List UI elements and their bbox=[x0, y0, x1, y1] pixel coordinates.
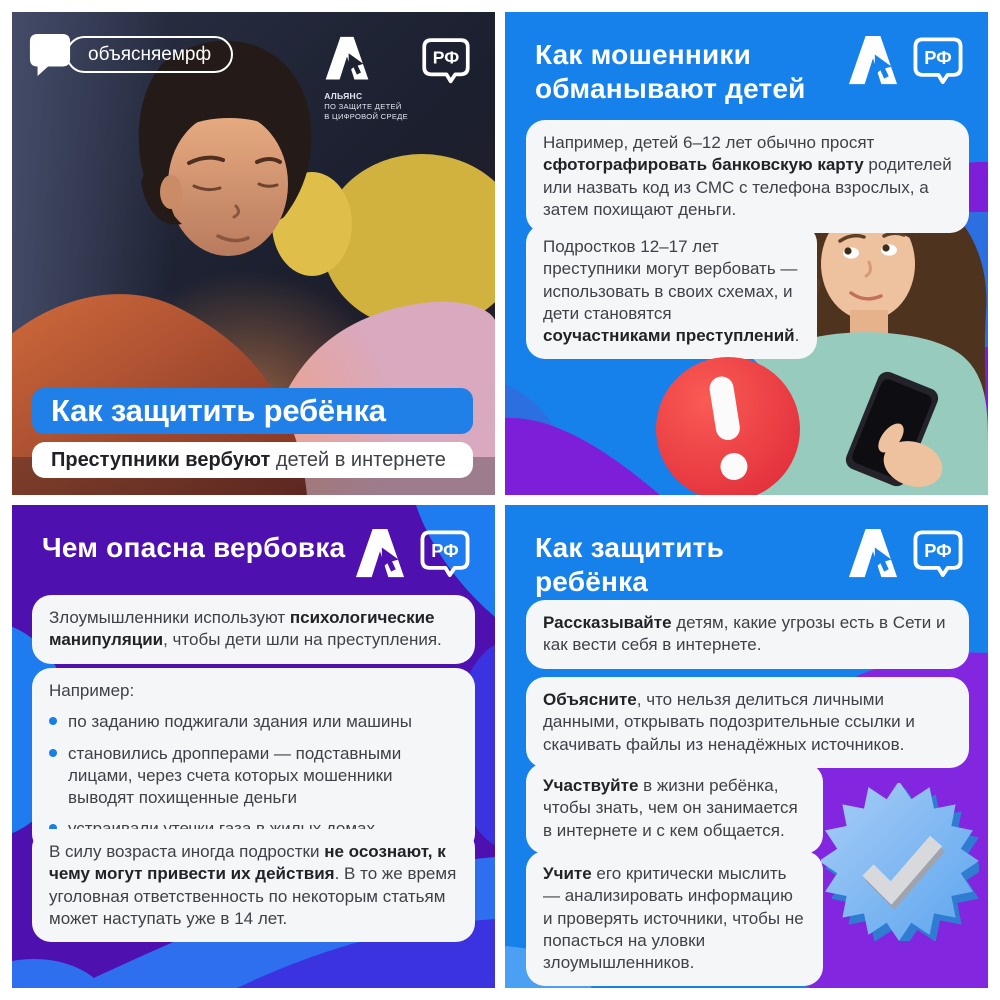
card-danger-title bbox=[42, 531, 345, 565]
list-item bbox=[49, 743, 458, 810]
card-scam-title-line2: обманывают детей bbox=[535, 73, 806, 105]
rf-logo-icon bbox=[912, 529, 964, 582]
scam-box1-post: родителей или назвать код из СМС с телефона взрослых, а затем похищают деньги. bbox=[543, 155, 952, 219]
card-danger-of-recruitment bbox=[12, 505, 495, 988]
logo-group bbox=[354, 529, 471, 584]
alliance-a-cursor-icon bbox=[324, 36, 370, 87]
example-droppers: становились дропперами — подставными лицами, через счета которых мошенники выводят похищенные деньги bbox=[68, 743, 402, 808]
card-how-scammers-deceive bbox=[505, 12, 988, 495]
alliance-line2: ПО ЗАЩИТЕ ДЕТЕЙ bbox=[324, 102, 402, 112]
alliance-line1: АЛЬЯНС bbox=[324, 91, 363, 101]
alliance-logo-text bbox=[324, 91, 408, 122]
bullet-dot-icon bbox=[49, 749, 57, 757]
danger-box-responsibility bbox=[32, 829, 475, 942]
rf-logo-icon bbox=[912, 36, 964, 89]
card-scam-title-line1: Как мошенники bbox=[535, 39, 752, 70]
alliance-line3: В ЦИФРОВОЙ СРЕДЕ bbox=[324, 111, 408, 121]
card-cover bbox=[12, 12, 495, 495]
scam-box-teenagers bbox=[526, 224, 817, 359]
danger-box3-pre: В силу возраста иногда подростки bbox=[49, 842, 325, 861]
tip4-bold: Учите bbox=[543, 864, 592, 883]
examples-list bbox=[49, 711, 458, 840]
protect-tip-teach bbox=[526, 851, 823, 986]
scam-box2-post: . bbox=[794, 326, 800, 346]
bullet-dot-icon bbox=[49, 717, 57, 725]
danger-box1-pre: Злоумышленники используют bbox=[49, 608, 290, 627]
logo-group bbox=[324, 36, 471, 122]
scam-box1-pre: Например, детей 6–12 лет обычно просят bbox=[543, 133, 875, 152]
alliance-a-cursor-icon bbox=[354, 529, 406, 584]
rf-logo-text: РФ bbox=[924, 46, 952, 68]
examples-label: Например: bbox=[49, 681, 135, 700]
cover-title bbox=[32, 388, 473, 434]
logo-group bbox=[847, 36, 964, 91]
danger-box1-bold: психологические манипуляции bbox=[49, 608, 435, 650]
danger-box3-bold: не осознают, к чему могут привести их действия bbox=[49, 842, 446, 884]
tip1-bold: Рассказывайте bbox=[543, 613, 672, 632]
danger-box-examples bbox=[32, 668, 475, 853]
card-danger-title-text: Чем опасна вербовка bbox=[42, 532, 346, 563]
card-scam-title bbox=[535, 38, 806, 106]
brand-badge-label: объясняемрф bbox=[66, 36, 233, 73]
rf-logo-text: РФ bbox=[924, 539, 952, 561]
cover-subtitle-rest: детей в интернете bbox=[270, 449, 446, 471]
scam-box2-pre: Подростков 12–17 лет преступники могут вербовать — использовать в своих схемах, и дети становятся bbox=[543, 237, 798, 323]
danger-box3-post: . В то же время уголовная ответственность по некоторым статьям может наступать уже в 14 лет. bbox=[49, 864, 457, 928]
protect-tip-explain bbox=[526, 677, 969, 768]
rf-logo-icon bbox=[419, 529, 471, 582]
scam-box-younger-kids bbox=[526, 120, 969, 233]
scam-box1-bold: сфотографировать банковскую карту bbox=[543, 155, 864, 175]
card-how-to-protect bbox=[505, 505, 988, 988]
tip2-bold: Объясните bbox=[543, 690, 637, 709]
tip1-rest: детям, какие угрозы есть в Сети и как вести себя в интернете. bbox=[543, 613, 946, 655]
protect-tip-participate bbox=[526, 763, 823, 854]
cover-subtitle bbox=[32, 442, 473, 478]
tip4-rest: его критически мыслить — анализировать информацию и проверять источники, чтобы не попасться на уловки злоумышленников. bbox=[543, 864, 804, 973]
danger-box1-post: , чтобы дети шли на преступления. bbox=[163, 630, 442, 650]
tip2-rest: , что нельзя делиться личными данными, открывать подозрительные ссылки и скачивать файлы из ненадёжных источников. bbox=[543, 690, 915, 754]
protect-tip-tell bbox=[526, 600, 969, 669]
alliance-a-cursor-icon bbox=[847, 529, 899, 584]
danger-box-manipulation bbox=[32, 595, 475, 664]
rf-logo-text: РФ bbox=[431, 539, 459, 561]
example-arson: по заданию поджигали здания или машины bbox=[68, 712, 412, 732]
alliance-logo bbox=[324, 36, 408, 122]
brand-badge bbox=[28, 32, 233, 83]
card-protect-title-line2: ребёнка bbox=[535, 566, 649, 598]
scam-box2-bold: соучастниками преступлений bbox=[543, 326, 795, 346]
verified-checkmark-icon bbox=[821, 783, 979, 941]
card-protect-title-line1: Как защитить bbox=[535, 532, 725, 563]
list-item bbox=[49, 711, 458, 733]
card-protect-title bbox=[535, 531, 724, 599]
tip3-bold: Участвуйте bbox=[543, 776, 639, 795]
cover-title-text: Как защитить ребёнка bbox=[51, 393, 386, 428]
exclamation-icon bbox=[653, 354, 803, 495]
tip3-rest: в жизни ребёнка, чтобы знать, чем он занимается в интернете и с кем общается. bbox=[543, 776, 798, 840]
rf-logo-icon bbox=[421, 36, 471, 89]
rf-logo-text: РФ bbox=[432, 47, 460, 68]
cover-subtitle-bold: Преступники вербуют bbox=[51, 449, 271, 471]
logo-group bbox=[847, 529, 964, 584]
alliance-a-cursor-icon bbox=[847, 36, 899, 91]
